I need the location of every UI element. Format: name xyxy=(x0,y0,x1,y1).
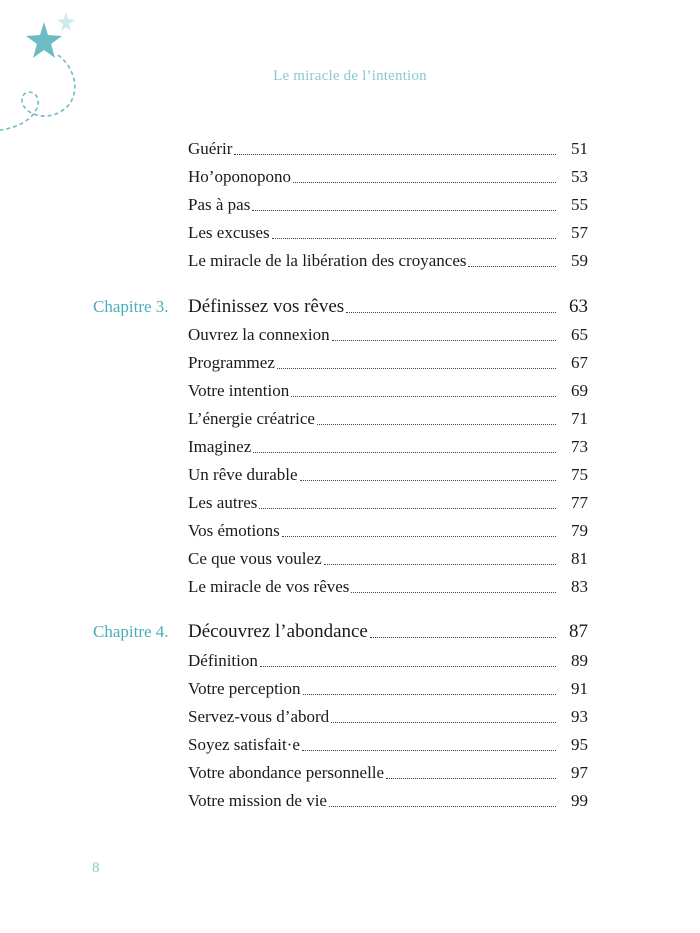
toc-entry-page: 81 xyxy=(571,549,588,568)
leader-dots xyxy=(386,778,556,779)
toc-entry-page: 67 xyxy=(571,353,588,372)
toc-entry[interactable] xyxy=(188,378,588,402)
leader-dots xyxy=(291,396,556,397)
small-star-icon xyxy=(57,12,75,31)
toc-entry-title: Guérir xyxy=(188,139,233,158)
toc-entry[interactable] xyxy=(188,192,588,216)
toc-entry-page: 97 xyxy=(571,763,588,782)
toc-entry-page: 77 xyxy=(571,493,588,512)
toc-entry[interactable] xyxy=(188,220,588,244)
leader-dots xyxy=(252,210,556,211)
leader-dots xyxy=(282,536,556,537)
leader-dots xyxy=(300,480,556,481)
leader-dots xyxy=(324,564,556,565)
toc-entry-page: 75 xyxy=(571,465,588,484)
toc-entry-title: Programmez xyxy=(188,353,275,372)
toc-entry-page: 65 xyxy=(571,325,588,344)
toc-entry-page: 57 xyxy=(571,223,588,242)
toc-entry[interactable] xyxy=(188,164,588,188)
toc-entry-title: Ce que vous voulez xyxy=(188,549,322,568)
running-title: Le miracle de l’intention xyxy=(273,68,427,84)
toc-entry-title: L’énergie créatrice xyxy=(188,409,315,428)
toc-entry-page: 51 xyxy=(571,139,588,158)
toc-entry-title: Imaginez xyxy=(188,437,252,456)
toc-entry-page: 59 xyxy=(571,251,588,270)
toc-entry[interactable] xyxy=(188,462,588,486)
leader-dots xyxy=(331,722,556,723)
chapter-title: Définissez vos rêves xyxy=(188,296,345,317)
toc-entry[interactable] xyxy=(188,546,588,570)
chapter-page: 87 xyxy=(569,621,588,642)
toc-entry[interactable] xyxy=(188,350,588,374)
toc-entry-page: 55 xyxy=(571,195,588,214)
leader-dots xyxy=(329,806,556,807)
toc-entry[interactable] xyxy=(188,248,588,272)
leader-dots xyxy=(253,452,556,453)
toc-entry[interactable] xyxy=(188,490,588,514)
toc-entry-title: Soyez satisfait·e xyxy=(188,735,300,754)
leader-dots xyxy=(272,238,556,239)
leader-dots xyxy=(259,508,556,509)
toc-entry-page: 89 xyxy=(571,651,588,670)
toc-entry[interactable] xyxy=(188,136,588,160)
toc-entry[interactable] xyxy=(188,732,588,756)
toc-entry-title: Le miracle de la libération des croyances xyxy=(188,251,467,270)
toc-entry-title: Les excuses xyxy=(188,223,270,242)
leader-dots xyxy=(293,182,556,183)
leader-dots xyxy=(370,637,556,638)
dashed-swirl-icon xyxy=(0,55,75,130)
leader-dots xyxy=(351,592,556,593)
toc-entry[interactable] xyxy=(188,788,588,812)
toc-entry[interactable] xyxy=(188,760,588,784)
toc-entry-page: 73 xyxy=(571,437,588,456)
chapter-3-label: Chapitre 3. xyxy=(93,297,169,316)
toc-entry-page: 83 xyxy=(571,577,588,596)
toc-entry-title: Votre perception xyxy=(188,679,301,698)
toc-entry[interactable] xyxy=(188,434,588,458)
chapter-4-heading[interactable] xyxy=(188,619,588,643)
leader-dots xyxy=(302,750,556,751)
toc-entry-title: Servez-vous d’abord xyxy=(188,707,330,726)
toc-entry-title: Ouvrez la connexion xyxy=(188,325,330,344)
leader-dots xyxy=(468,266,556,267)
chapter-3-heading[interactable] xyxy=(188,294,588,318)
toc-entry[interactable] xyxy=(188,322,588,346)
toc-entry-title: Votre mission de vie xyxy=(188,791,327,810)
toc-entry-title: Les autres xyxy=(188,493,258,512)
toc-entry-title: Votre intention xyxy=(188,381,290,400)
toc-entry-page: 99 xyxy=(571,791,588,810)
leader-dots xyxy=(346,312,556,313)
chapter-4-label: Chapitre 4. xyxy=(93,622,169,641)
toc-entry-title: Définition xyxy=(188,651,258,670)
toc-entry-title: Ho’oponopono xyxy=(188,167,291,186)
toc-entry-title: Vos émotions xyxy=(188,521,280,540)
toc-entry-page: 69 xyxy=(571,381,588,400)
toc-entry[interactable] xyxy=(188,574,588,598)
toc-entry-title: Le miracle de vos rêves xyxy=(188,577,350,596)
leader-dots xyxy=(332,340,556,341)
toc-entry-page: 71 xyxy=(571,409,588,428)
toc-entry[interactable] xyxy=(188,704,588,728)
toc-entry-page: 91 xyxy=(571,679,588,698)
leader-dots xyxy=(260,666,556,667)
star-icon xyxy=(26,22,62,58)
toc-entry-page: 53 xyxy=(571,167,588,186)
toc-entry[interactable] xyxy=(188,406,588,430)
chapter-page: 63 xyxy=(569,296,588,317)
page-number: 8 xyxy=(92,860,100,876)
toc-entry-title: Pas à pas xyxy=(188,195,251,214)
toc-entry-page: 95 xyxy=(571,735,588,754)
leader-dots xyxy=(277,368,556,369)
toc-entry[interactable] xyxy=(188,518,588,542)
toc-entry-page: 79 xyxy=(571,521,588,540)
toc-entry[interactable] xyxy=(188,676,588,700)
leader-dots xyxy=(234,154,556,155)
leader-dots xyxy=(317,424,556,425)
toc-entry-title: Votre abondance personnelle xyxy=(188,763,385,782)
toc-entry-title: Un rêve durable xyxy=(188,465,298,484)
toc-entry[interactable] xyxy=(188,648,588,672)
chapter-title: Découvrez l’abondance xyxy=(188,621,368,642)
leader-dots xyxy=(303,694,556,695)
toc-entry-page: 93 xyxy=(571,707,588,726)
